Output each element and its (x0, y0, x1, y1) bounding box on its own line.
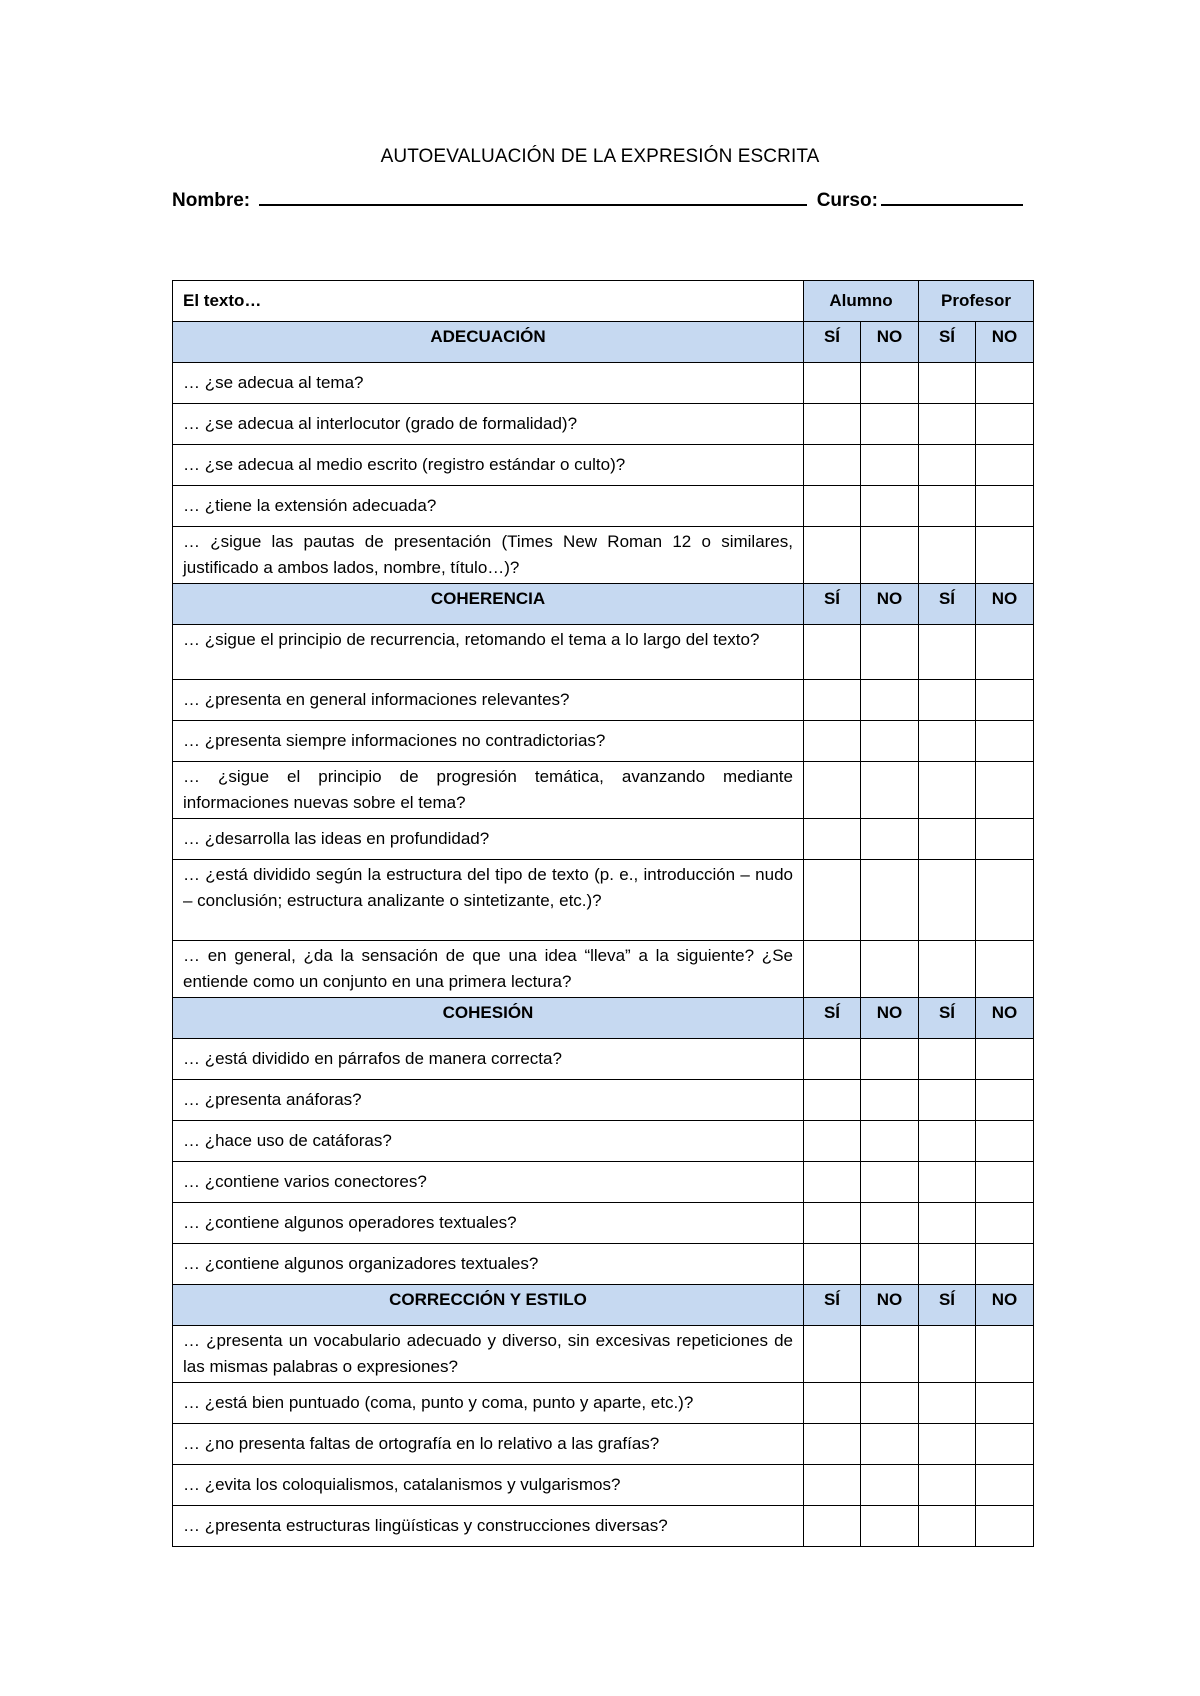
alumno-no-checkbox[interactable] (861, 1506, 919, 1547)
criterion-text: … ¿presenta un vocabulario adecuado y diverso, sin excesivas repeticiones de las mismas palabras o expresiones? (173, 1326, 804, 1383)
profesor-si-checkbox[interactable] (919, 819, 976, 860)
criterion-text: … ¿presenta anáforas? (173, 1080, 804, 1121)
col-alumno-no: NO (861, 1285, 919, 1326)
profesor-no-checkbox[interactable] (976, 721, 1034, 762)
criterion-text: … ¿está dividido en párrafos de manera correcta? (173, 1039, 804, 1080)
col-profesor-si: SÍ (919, 584, 976, 625)
profesor-no-checkbox[interactable] (976, 680, 1034, 721)
col-alumno-no: NO (861, 584, 919, 625)
table-row (173, 527, 1034, 584)
alumno-no-checkbox[interactable] (861, 625, 919, 680)
profesor-si-checkbox[interactable] (919, 1039, 976, 1080)
table-row (173, 762, 1034, 819)
section-row-cohesion (173, 998, 1034, 1039)
table-row (173, 1465, 1034, 1506)
table-row (173, 1203, 1034, 1244)
section-title: ADECUACIÓN (173, 322, 804, 363)
alumno-no-checkbox[interactable] (861, 1465, 919, 1506)
col-alumno-no: NO (861, 322, 919, 363)
alumno-no-checkbox[interactable] (861, 1326, 919, 1383)
table-row (173, 1039, 1034, 1080)
profesor-si-checkbox[interactable] (919, 1080, 976, 1121)
col-profesor-no: NO (976, 584, 1034, 625)
profesor-no-checkbox[interactable] (976, 625, 1034, 680)
alumno-no-checkbox[interactable] (861, 680, 919, 721)
table-header-row (173, 281, 1034, 322)
profesor-no-checkbox[interactable] (976, 1121, 1034, 1162)
criterion-text: … ¿presenta en general informaciones relevantes? (173, 680, 804, 721)
profesor-si-checkbox[interactable] (919, 1244, 976, 1285)
alumno-no-checkbox[interactable] (861, 1244, 919, 1285)
profesor-si-checkbox[interactable] (919, 680, 976, 721)
alumno-no-checkbox[interactable] (861, 527, 919, 584)
alumno-si-checkbox[interactable] (804, 680, 861, 721)
alumno-no-checkbox[interactable] (861, 1039, 919, 1080)
alumno-si-checkbox[interactable] (804, 527, 861, 584)
table-row (173, 363, 1034, 404)
section-row-coherencia (173, 584, 1034, 625)
alumno-no-checkbox[interactable] (861, 1203, 919, 1244)
profesor-no-checkbox[interactable] (976, 527, 1034, 584)
profesor-no-checkbox[interactable] (976, 1162, 1034, 1203)
profesor-no-checkbox[interactable] (976, 1383, 1034, 1424)
profesor-no-checkbox[interactable] (976, 860, 1034, 941)
col-profesor-si: SÍ (919, 322, 976, 363)
alumno-si-checkbox[interactable] (804, 1080, 861, 1121)
profesor-si-checkbox[interactable] (919, 1465, 976, 1506)
table-row (173, 1121, 1034, 1162)
header-el-texto: El texto… (173, 281, 804, 322)
alumno-no-checkbox[interactable] (861, 404, 919, 445)
criterion-text: … ¿contiene algunos organizadores textuales? (173, 1244, 804, 1285)
profesor-no-checkbox[interactable] (976, 1326, 1034, 1383)
page-title: AUTOEVALUACIÓN DE LA EXPRESIÓN ESCRITA (380, 146, 820, 167)
profesor-si-checkbox[interactable] (919, 363, 976, 404)
section-row-adecuacion (173, 322, 1034, 363)
criterion-text: … ¿presenta estructuras lingüísticas y construcciones diversas? (173, 1506, 804, 1547)
profesor-no-checkbox[interactable] (976, 363, 1034, 404)
alumno-si-checkbox[interactable] (804, 1326, 861, 1383)
course-blank[interactable] (881, 190, 1023, 206)
criterion-text: … ¿desarrolla las ideas en profundidad? (173, 819, 804, 860)
profesor-si-checkbox[interactable] (919, 1424, 976, 1465)
criterion-text: … ¿hace uso de catáforas? (173, 1121, 804, 1162)
profesor-no-checkbox[interactable] (976, 1506, 1034, 1547)
profesor-si-checkbox[interactable] (919, 1203, 976, 1244)
section-title: COHERENCIA (173, 584, 804, 625)
profesor-no-checkbox[interactable] (976, 762, 1034, 819)
criterion-text: … ¿sigue las pautas de presentación (Times New Roman 12 o similares, justificado a ambos lados, nombre, título…)? (173, 527, 804, 584)
name-label: Nombre: (172, 190, 251, 211)
criterion-text: … ¿se adecua al interlocutor (grado de formalidad)? (173, 404, 804, 445)
self-assessment-table (172, 280, 1034, 1547)
section-title: COHESIÓN (173, 998, 804, 1039)
profesor-si-checkbox[interactable] (919, 625, 976, 680)
alumno-no-checkbox[interactable] (861, 1162, 919, 1203)
profesor-si-checkbox[interactable] (919, 527, 976, 584)
criterion-text: … ¿sigue el principio de progresión temática, avanzando mediante informaciones nuevas sobre el tema? (173, 762, 804, 819)
criterion-text: … ¿evita los coloquialismos, catalanismos y vulgarismos? (173, 1465, 804, 1506)
criterion-text: … ¿tiene la extensión adecuada? (173, 486, 804, 527)
alumno-no-checkbox[interactable] (861, 486, 919, 527)
profesor-no-checkbox[interactable] (976, 1203, 1034, 1244)
col-alumno-si: SÍ (804, 998, 861, 1039)
criterion-text: … ¿no presenta faltas de ortografía en lo relativo a las grafías? (173, 1424, 804, 1465)
col-profesor-no: NO (976, 1285, 1034, 1326)
table-row (173, 1326, 1034, 1383)
alumno-no-checkbox[interactable] (861, 1080, 919, 1121)
col-profesor-no: NO (976, 998, 1034, 1039)
col-alumno-si: SÍ (804, 584, 861, 625)
criterion-text: … ¿contiene varios conectores? (173, 1162, 804, 1203)
table-row (173, 1506, 1034, 1547)
profesor-no-checkbox[interactable] (976, 486, 1034, 527)
table-row (173, 819, 1034, 860)
profesor-no-checkbox[interactable] (976, 1244, 1034, 1285)
alumno-no-checkbox[interactable] (861, 1383, 919, 1424)
table-row (173, 721, 1034, 762)
profesor-no-checkbox[interactable] (976, 1465, 1034, 1506)
alumno-no-checkbox[interactable] (861, 445, 919, 486)
profesor-no-checkbox[interactable] (976, 1080, 1034, 1121)
alumno-si-checkbox[interactable] (804, 363, 861, 404)
course-label: Curso: (816, 190, 878, 211)
criterion-text: … ¿está dividido según la estructura del tipo de texto (p. e., introducción – nudo – conclusión; estructura analizante o sintetizante, etc.)? (173, 860, 804, 941)
col-alumno-si: SÍ (804, 322, 861, 363)
table-row (173, 625, 1034, 680)
profesor-si-checkbox[interactable] (919, 486, 976, 527)
profesor-si-checkbox[interactable] (919, 1121, 976, 1162)
header-profesor: Profesor (919, 281, 1034, 322)
profesor-si-checkbox[interactable] (919, 762, 976, 819)
col-profesor-si: SÍ (919, 1285, 976, 1326)
alumno-si-checkbox[interactable] (804, 941, 861, 998)
table-row (173, 1162, 1034, 1203)
col-profesor-si: SÍ (919, 998, 976, 1039)
table-row (173, 1424, 1034, 1465)
profesor-si-checkbox[interactable] (919, 1162, 976, 1203)
alumno-si-checkbox[interactable] (804, 860, 861, 941)
criterion-text: … ¿contiene algunos operadores textuales? (173, 1203, 804, 1244)
profesor-si-checkbox[interactable] (919, 1383, 976, 1424)
section-title: CORRECCIÓN Y ESTILO (173, 1285, 804, 1326)
profesor-si-checkbox[interactable] (919, 721, 976, 762)
alumno-no-checkbox[interactable] (861, 721, 919, 762)
profesor-no-checkbox[interactable] (976, 445, 1034, 486)
profesor-si-checkbox[interactable] (919, 1506, 976, 1547)
alumno-si-checkbox[interactable] (804, 819, 861, 860)
table-row (173, 486, 1034, 527)
profesor-si-checkbox[interactable] (919, 860, 976, 941)
alumno-si-checkbox[interactable] (804, 1121, 861, 1162)
profesor-no-checkbox[interactable] (976, 1424, 1034, 1465)
alumno-si-checkbox[interactable] (804, 1465, 861, 1506)
alumno-si-checkbox[interactable] (804, 762, 861, 819)
alumno-no-checkbox[interactable] (861, 860, 919, 941)
profesor-si-checkbox[interactable] (919, 404, 976, 445)
table-row (173, 680, 1034, 721)
alumno-si-checkbox[interactable] (804, 1203, 861, 1244)
alumno-si-checkbox[interactable] (804, 1383, 861, 1424)
alumno-si-checkbox[interactable] (804, 1244, 861, 1285)
alumno-si-checkbox[interactable] (804, 625, 861, 680)
section-row-correccion-estilo (173, 1285, 1034, 1326)
name-blank[interactable] (259, 190, 807, 206)
table-row (173, 1080, 1034, 1121)
table-row (173, 1244, 1034, 1285)
alumno-no-checkbox[interactable] (861, 762, 919, 819)
criterion-text: … ¿se adecua al tema? (173, 363, 804, 404)
name-course-line (172, 190, 1023, 212)
criterion-text: … ¿presenta siempre informaciones no contradictorias? (173, 721, 804, 762)
alumno-no-checkbox[interactable] (861, 1121, 919, 1162)
table-row (173, 445, 1034, 486)
alumno-no-checkbox[interactable] (861, 1424, 919, 1465)
profesor-no-checkbox[interactable] (976, 941, 1034, 998)
alumno-si-checkbox[interactable] (804, 1162, 861, 1203)
profesor-si-checkbox[interactable] (919, 445, 976, 486)
alumno-si-checkbox[interactable] (804, 1039, 861, 1080)
criterion-text: … en general, ¿da la sensación de que una idea “lleva” a la siguiente? ¿Se entiende como un conjunto en una primera lectura? (173, 941, 804, 998)
table-row (173, 941, 1034, 998)
alumno-si-checkbox[interactable] (804, 1424, 861, 1465)
table-row (173, 404, 1034, 445)
criterion-text: … ¿sigue el principio de recurrencia, retomando el tema a lo largo del texto? (173, 625, 804, 680)
alumno-si-checkbox[interactable] (804, 404, 861, 445)
profesor-no-checkbox[interactable] (976, 1039, 1034, 1080)
alumno-no-checkbox[interactable] (861, 819, 919, 860)
profesor-no-checkbox[interactable] (976, 819, 1034, 860)
table-row (173, 1383, 1034, 1424)
col-alumno-no: NO (861, 998, 919, 1039)
criterion-text: … ¿se adecua al medio escrito (registro estándar o culto)? (173, 445, 804, 486)
alumno-si-checkbox[interactable] (804, 1506, 861, 1547)
alumno-si-checkbox[interactable] (804, 721, 861, 762)
alumno-no-checkbox[interactable] (861, 941, 919, 998)
profesor-si-checkbox[interactable] (919, 941, 976, 998)
table-row (173, 860, 1034, 941)
col-alumno-si: SÍ (804, 1285, 861, 1326)
criterion-text: … ¿está bien puntuado (coma, punto y coma, punto y aparte, etc.)? (173, 1383, 804, 1424)
alumno-no-checkbox[interactable] (861, 363, 919, 404)
header-alumno: Alumno (804, 281, 919, 322)
profesor-no-checkbox[interactable] (976, 404, 1034, 445)
alumno-si-checkbox[interactable] (804, 486, 861, 527)
alumno-si-checkbox[interactable] (804, 445, 861, 486)
profesor-si-checkbox[interactable] (919, 1326, 976, 1383)
col-profesor-no: NO (976, 322, 1034, 363)
